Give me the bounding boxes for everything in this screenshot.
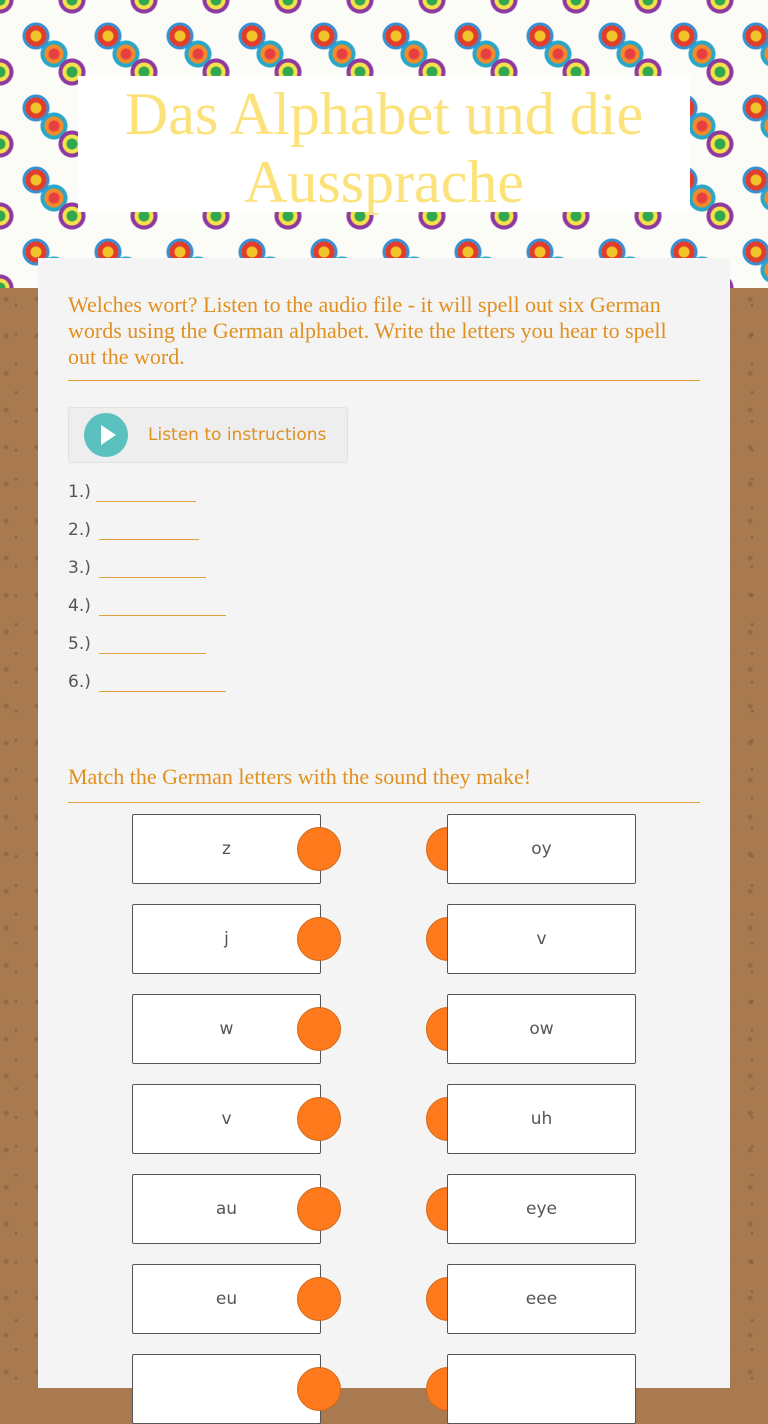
match-connector-dot[interactable] — [297, 1007, 341, 1051]
answer-number: 2.) — [68, 520, 91, 540]
answer-blank-4[interactable] — [99, 615, 226, 616]
answer-blank-3[interactable] — [99, 577, 206, 578]
match-left-item[interactable] — [132, 1354, 321, 1424]
worksheet-panel — [38, 258, 730, 1388]
answer-number: 5.) — [68, 634, 91, 654]
match-left-item[interactable]: eu — [132, 1264, 321, 1334]
match-connector-dot[interactable] — [297, 1097, 341, 1141]
play-icon[interactable] — [84, 413, 128, 457]
question-2-prompt: Match the German letters with the sound they make! — [68, 764, 532, 789]
answer-number: 4.) — [68, 596, 91, 616]
answer-number: 3.) — [68, 558, 91, 578]
polka-dot-header — [0, 0, 768, 288]
match-connector-dot[interactable] — [297, 827, 341, 871]
match-right-item[interactable]: oy — [447, 814, 636, 884]
answer-number: 6.) — [68, 672, 91, 692]
answer-blank-1[interactable] — [96, 501, 196, 502]
match-left-item[interactable]: z — [132, 814, 321, 884]
divider — [68, 802, 700, 803]
answer-blank-6[interactable] — [99, 691, 226, 692]
match-connector-dot[interactable] — [297, 1277, 341, 1321]
title-box — [78, 76, 690, 215]
page-title: Das Alphabet und die Aussprache — [124, 81, 644, 215]
match-left-item[interactable]: v — [132, 1084, 321, 1154]
match-right-item[interactable]: v — [447, 904, 636, 974]
match-connector-dot[interactable] — [297, 1187, 341, 1231]
audio-label: Listen to instructions — [148, 425, 327, 445]
match-right-item[interactable]: eee — [447, 1264, 636, 1334]
audio-player[interactable] — [68, 407, 348, 463]
match-left-item[interactable]: j — [132, 904, 321, 974]
match-right-item[interactable]: eye — [447, 1174, 636, 1244]
question-1-prompt: Welches wort? Listen to the audio file - it will spell out six German words using the German alphabet. Write the letters you hear to spell out the word. — [68, 292, 667, 369]
match-left-item[interactable]: au — [132, 1174, 321, 1244]
divider — [68, 380, 700, 381]
match-left-item[interactable]: w — [132, 994, 321, 1064]
match-connector-dot[interactable] — [297, 1367, 341, 1411]
answer-blank-2[interactable] — [99, 539, 199, 540]
match-right-item[interactable]: ow — [447, 994, 636, 1064]
match-right-item[interactable] — [447, 1354, 636, 1424]
answer-number: 1.) — [68, 482, 91, 502]
match-connector-dot[interactable] — [297, 917, 341, 961]
match-right-item[interactable]: uh — [447, 1084, 636, 1154]
answer-blank-5[interactable] — [99, 653, 206, 654]
